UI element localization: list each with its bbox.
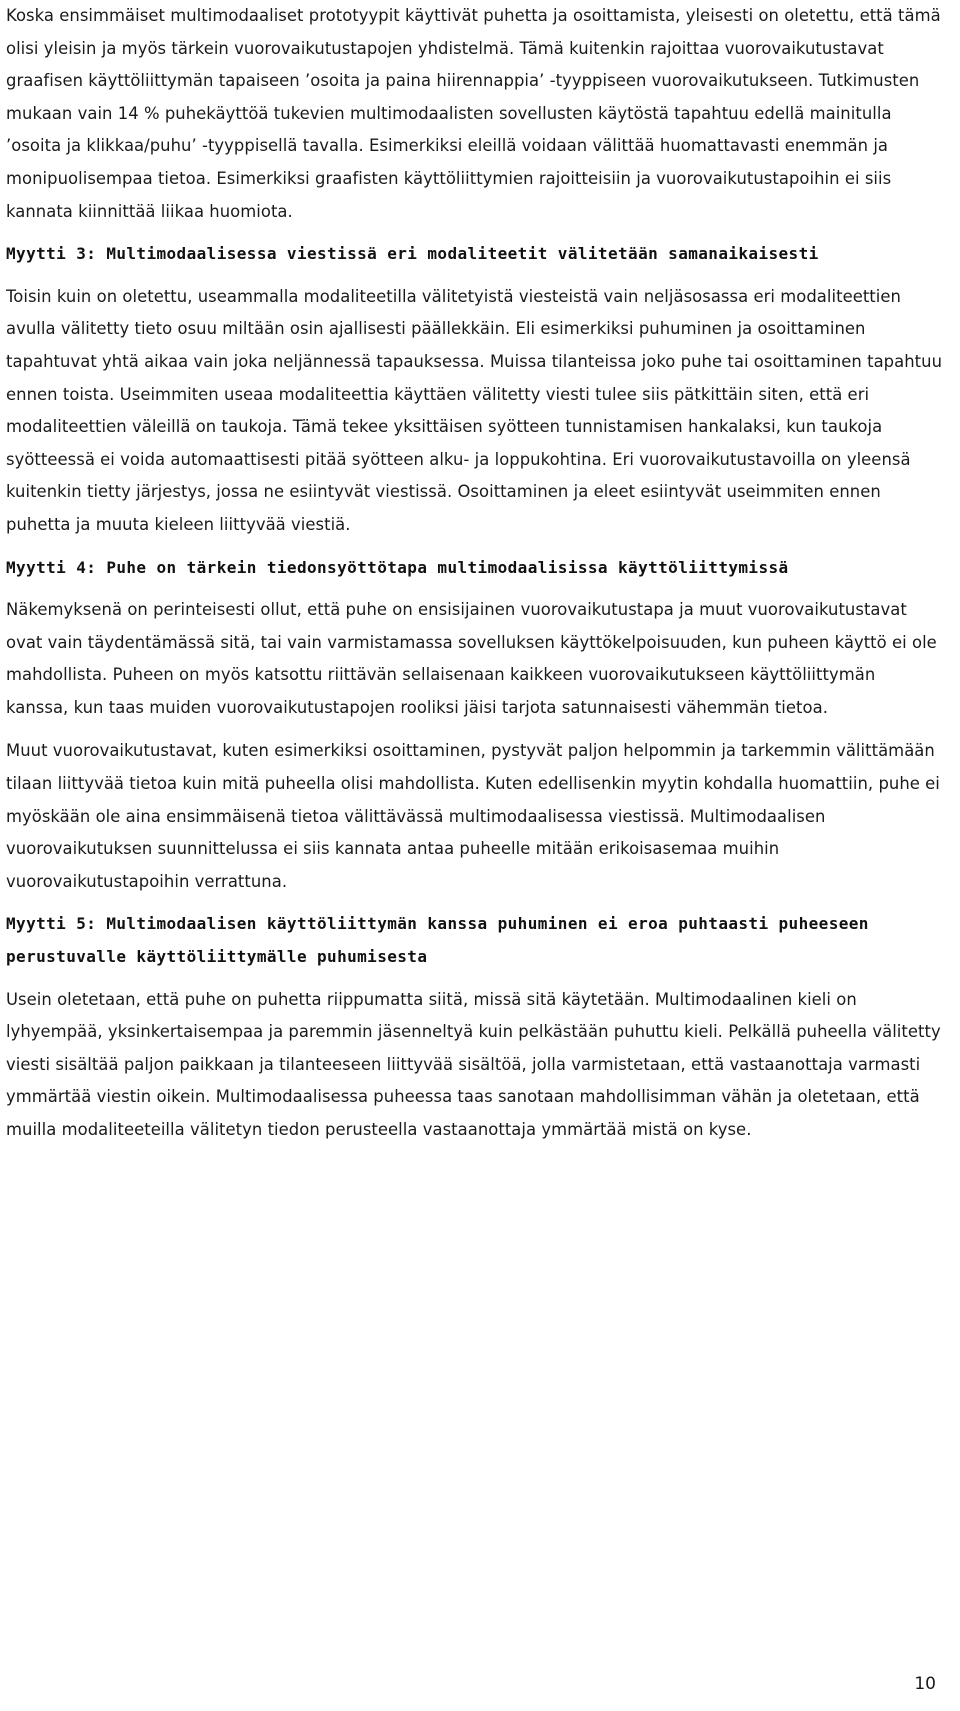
page-number: 10 — [914, 1674, 936, 1694]
spacer — [6, 584, 942, 594]
paragraph-myth-3: Toisin kuin on oletettu, useammalla modaliteetilla välitetyistä viesteistä vain neljäsosassa eri modaliteettien avulla välitetty tieto osuu miltään osin ajallisesti päällekkäin. Eli esimerkiksi puhuminen ja osoittaminen tapahtuvat yhtä aikaa vain joka neljännessä tapauksessa. Muissa tilanteissa joko puhe tai osoittaminen tapahtuu ennen toista. Useimmiten useaa modaliteettia käyttäen välitetty viesti tulee siis pätkittäin siten, että eri modaliteettien väleillä on taukoja. Tämä tekee yksittäisen syötteen tunnistamisen hankalaksi, kun taukoja syötteessä ei voida automaattisesti pitää syötteen alku- ja loppukohtina. Eri vuorovaikutustavoilla on yleensä kuitenkin tietty järjestys, jossa ne esiintyvät viestissä. Osoittaminen ja eleet esiintyvät useimmiten ennen puhetta ja muuta kieleen liittyvää viestiä. — [6, 286, 943, 534]
spacer — [6, 898, 942, 908]
heading-myth-3: Myytti 3: Multimodaalisessa viestissä eri modaliteetit välitetään samanaikaisesti — [6, 244, 819, 264]
paragraph-myth-5: Usein oletetaan, että puhe on puhetta riippumatta siitä, missä sitä käytetään. Multimodaalinen kieli on lyhyempää, yksinkertaisempaa ja paremmin jäsenneltyä kuin pelkästään puhuttu kieli. Pelkällä puheella välitetty viesti sisältää paljon paikkaan ja tilanteeseen liittyvää sisältöä, jolla varmistetaan, että vastaanottaja varmasti ymmärtää viestin oikein. Multimodaalisessa puheessa taas sanotaan mahdollisimman vähän ja oletetaan, että muilla modaliteeteilla välitetyn tiedon perusteella vastaanottaja ymmärtää mistä on kyse. — [6, 989, 941, 1139]
paragraph-intro: Koska ensimmäiset multimodaaliset prototyypit käyttivät puhetta ja osoittamista, yleisesti on oletettu, että tämä olisi yleisin ja myös tärkein vuorovaikutustapojen yhdistelmä. Tämä kuitenkin rajoittaa vuorovaikutustavat graafisen käyttöliittymän tapaiseen ’osoita ja paina hiirennappia’ -tyyppiseen vuorovaikutukseen. Tutkimusten mukaan vain 14 % puhekäyttöä tukevien multimodaalisten sovellusten käytöstä tapahtuu edellä mainitulla ’osoita ja klikkaa/puhu’ -tyyppisellä tavalla. Esimerkiksi eleillä voidaan välittää huomattavasti enemmän ja monipuolisempaa tietoa. Esimerkiksi graafisten käyttöliittymien rajoitteisiin ja vuorovaikutustapoihin ei siis kannata kiinnittää liikaa huomiota. — [6, 6, 941, 221]
spacer — [6, 724, 942, 735]
spacer — [6, 271, 942, 281]
spacer — [6, 542, 942, 552]
paragraph-myth-4-a: Näkemyksenä on perinteisesti ollut, että puhe on ensisijainen vuorovaikutustapa ja muut vuorovaikutustavat ovat vain täydentämässä sitä, tai vain varmistamassa sovelluksen käyttökelpoisuuden, kun puheen käyttö ei ole mahdollista. Puheen on myös katsottu riittävän sellaisenaan kaikkeen vuorovaikutukseen käyttöliittymän kanssa, kun taas muiden vuorovaikutustapojen rooliksi jäisi tarjota satunnaisesti vähemmän tietoa. — [6, 600, 937, 717]
heading-myth-4: Myytti 4: Puhe on tärkein tiedonsyöttötapa multimodaalisissa käyttöliittymissä — [6, 557, 789, 577]
paragraph-myth-4-b: Muut vuorovaikutustavat, kuten esimerkiksi osoittaminen, pystyvät paljon helpommin ja tarkemmin välittämään tilaan liittyvää tietoa kuin mitä puheella olisi mahdollista. Kuten edellisenkin myytin kohdalla huomattiin, puhe ei myöskään ole aina ensimmäisenä tietoa välittävässä multimodaalisessa viestissä. Multimodaalisen vuorovaikutuksen suunnittelussa ei siis kannata antaa puheelle mitään erikoisasemaa muihin vuorovaikutustapoihin verrattuna. — [6, 741, 940, 891]
heading-myth-5: Myytti 5: Multimodaalisen käyttöliittymän kanssa puhuminen ei eroa puhtaasti puheeseen perustuvalle käyttöliittymälle puhumisesta — [6, 914, 869, 967]
spacer — [6, 228, 942, 238]
spacer — [6, 974, 942, 984]
